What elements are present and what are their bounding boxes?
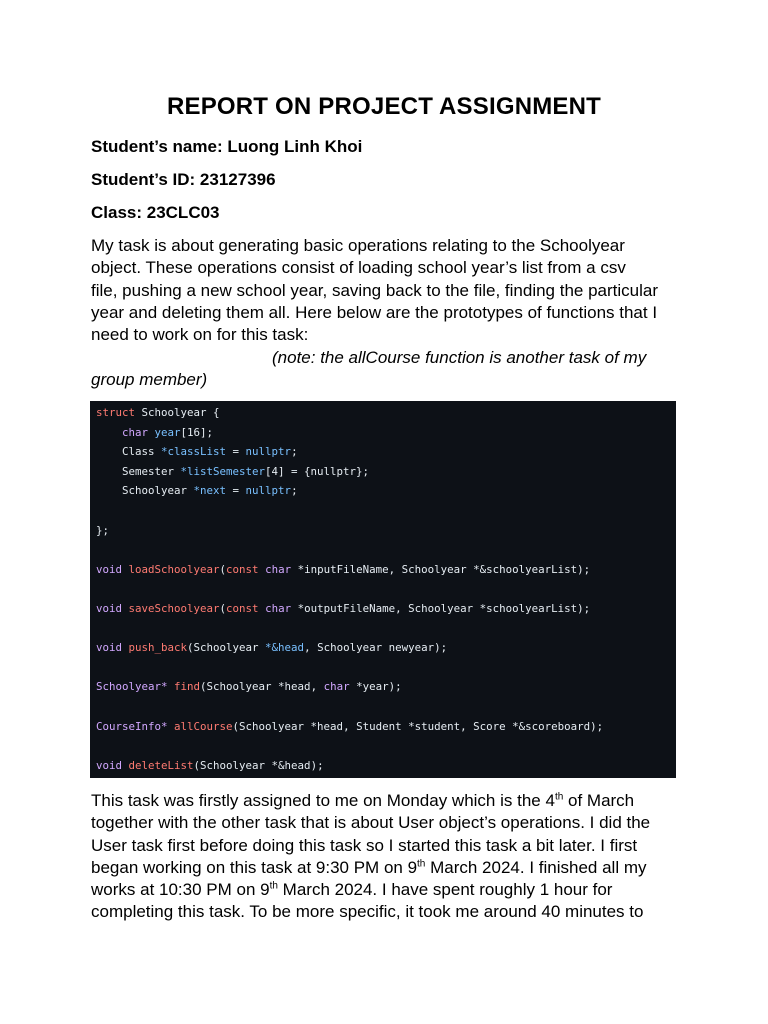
code-line: Semester *listSemester[4] = {nullptr};: [96, 464, 370, 478]
intro-line: object. These operations consist of loading school year’s list from a csv: [91, 258, 626, 278]
note-line: group member): [91, 370, 208, 390]
intro-line: need to work on for this task:: [91, 325, 309, 345]
code-line: };: [96, 523, 110, 537]
intro-line: My task is about generating basic operations relating to the Schoolyear: [91, 236, 625, 255]
intro-line: year and deleting them all. Here below are the prototypes of functions that I: [91, 302, 658, 322]
code-line: Schoolyear *next = nullptr;: [96, 484, 298, 498]
body-line: together with the other task that is about User object’s operations. I did the: [91, 813, 651, 833]
code-line: struct Schoolyear {: [96, 406, 220, 419]
code-line: void loadSchoolyear(const char *inputFileName, Schoolyear *&schoolyearList);: [96, 562, 591, 576]
code-line: void deleteList(Schoolyear *&head);: [96, 758, 324, 772]
body-line: works at 10:30 PM on 9th March 2024. I have spent roughly 1 hour for: [91, 880, 613, 900]
student-name: Student’s name: Luong Linh Khoi: [91, 137, 363, 156]
student-id: Student’s ID: 23127396: [91, 170, 276, 189]
body-paragraph: [91, 790, 691, 924]
code-line: Schoolyear* find(Schoolyear *head, char *year);: [96, 680, 402, 694]
note-line: (note: the allCourse function is another task of my: [272, 348, 647, 367]
intro-paragraph: [91, 235, 691, 346]
student-class: Class: 23CLC03: [91, 203, 220, 222]
code-line: CourseInfo* allCourse(Schoolyear *head, Student *student, Score *&scoreboard);: [96, 719, 604, 733]
report-title: REPORT ON PROJECT ASSIGNMENT: [166, 93, 602, 120]
body-line: completing this task. To be more specific, it took me around 40 minutes to: [91, 902, 644, 922]
code-line: void push_back(Schoolyear *&head, Schoolyear newyear);: [96, 641, 448, 655]
body-line: User task first before doing this task so I started this task a bit later. I first: [91, 835, 638, 855]
code-line: void saveSchoolyear(const char *outputFileName, Schoolyear *schoolyearList);: [96, 601, 591, 615]
note: [91, 347, 691, 392]
code-screenshot: [90, 401, 676, 778]
code-line: Class *classList = nullptr;: [96, 445, 298, 459]
body-line: began working on this task at 9:30 PM on 9th March 2024. I finished all my: [91, 857, 647, 877]
body-line: This task was firstly assigned to me on Monday which is the 4th of March: [91, 791, 635, 810]
code-line: char year[16];: [96, 425, 214, 439]
intro-line: file, pushing a new school year, saving back to the file, finding the particular: [91, 280, 659, 300]
